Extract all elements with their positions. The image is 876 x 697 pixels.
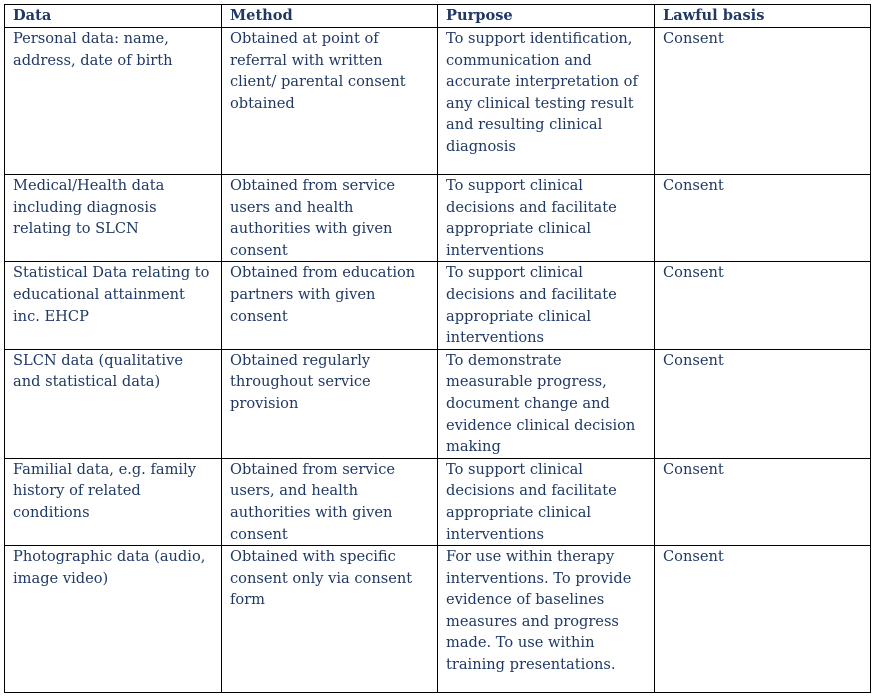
cell-method: Obtained regularly throughout service provision	[222, 349, 438, 458]
table-row	[5, 458, 871, 545]
header-method: Method	[222, 5, 438, 28]
cell-method: Obtained with specific consent only via consent form	[222, 546, 438, 693]
header-purpose: Purpose	[438, 5, 655, 28]
cell-data: Personal data: name, address, date of birth	[5, 28, 222, 175]
cell-method: Obtained at point of referral with written client/ parental consent obtained	[222, 28, 438, 175]
cell-data: Photographic data (audio, image video)	[5, 546, 222, 693]
cell-data: Medical/Health data including diagnosis relating to SLCN	[5, 175, 222, 262]
cell-purpose: To demonstrate measurable progress, document change and evidence clinical decision making	[438, 349, 655, 458]
cell-lawful-basis: Consent	[655, 458, 871, 545]
cell-lawful-basis: Consent	[655, 546, 871, 693]
cell-purpose: To support clinical decisions and facilitate appropriate clinical interventions	[438, 262, 655, 349]
cell-lawful-basis: Consent	[655, 28, 871, 175]
table-header-row	[5, 5, 871, 28]
data-processing-table	[4, 4, 871, 693]
cell-lawful-basis: Consent	[655, 175, 871, 262]
cell-data: SLCN data (qualitative and statistical data)	[5, 349, 222, 458]
cell-purpose: To support identification, communication and accurate interpretation of any clinical testing result and resulting clinical diagnosis	[438, 28, 655, 175]
cell-lawful-basis: Consent	[655, 349, 871, 458]
cell-purpose: To support clinical decisions and facilitate appropriate clinical interventions	[438, 458, 655, 545]
table-row	[5, 349, 871, 458]
cell-method: Obtained from service users, and health authorities with given consent	[222, 458, 438, 545]
table-row	[5, 262, 871, 349]
cell-method: Obtained from service users and health authorities with given consent	[222, 175, 438, 262]
table-row	[5, 28, 871, 175]
header-lawful-basis: Lawful basis	[655, 5, 871, 28]
cell-data: Statistical Data relating to educational attainment inc. EHCP	[5, 262, 222, 349]
cell-method: Obtained from education partners with given consent	[222, 262, 438, 349]
header-data: Data	[5, 5, 222, 28]
table-row	[5, 175, 871, 262]
table-row	[5, 546, 871, 693]
cell-lawful-basis: Consent	[655, 262, 871, 349]
cell-purpose: For use within therapy interventions. To provide evidence of baselines measures and progress made. To use within training presentations.	[438, 546, 655, 693]
cell-data: Familial data, e.g. family history of related conditions	[5, 458, 222, 545]
cell-purpose: To support clinical decisions and facilitate appropriate clinical interventions	[438, 175, 655, 262]
